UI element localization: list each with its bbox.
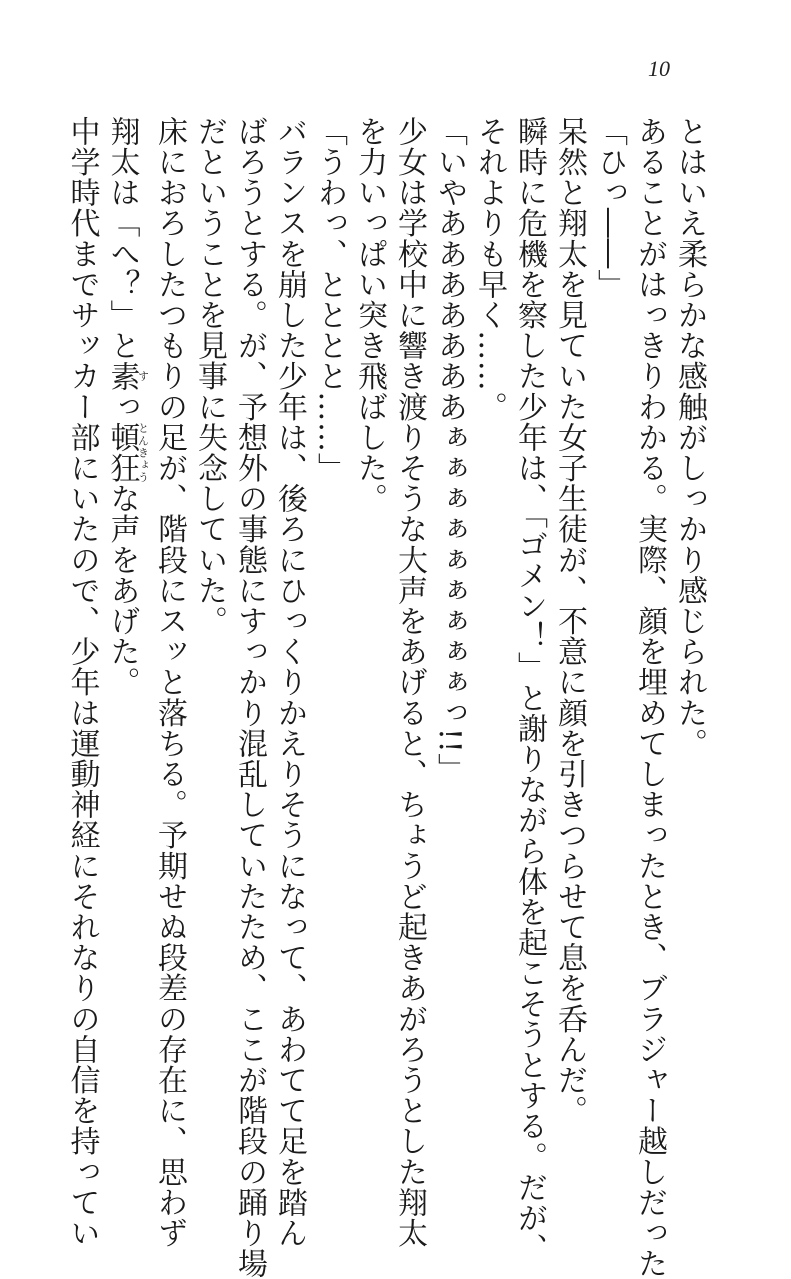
text-line: 「うわっ、とととと……」 <box>312 116 347 484</box>
text-line: とはいえ柔らかな感触がしっかり感じられた。 <box>672 116 707 759</box>
furigana-tonkyou: 頓狂とんきょう <box>104 422 150 484</box>
text-line: 「ひっ――」 <box>592 116 627 300</box>
text-line: だということを見事に失念していた。 <box>192 116 227 637</box>
text-line: あることがはっきりわかる。実際、顔を埋めてしまったとき、ブラジャー越しだった <box>632 116 667 1279</box>
text-line: それよりも早く……。 <box>472 116 507 422</box>
page-number: 10 <box>648 56 670 81</box>
text-line: 床におろしたつもりの足が、階段にスッと落ちる。予期せぬ段差の存在に、思わず <box>152 116 187 1249</box>
text-line: バランスを崩した少年は、後ろにひっくりかえりそうになって、あわてて足を踏ん <box>272 116 307 1249</box>
novel-text <box>62 116 710 1279</box>
text-line: 少女は学校中に響き渡りそうな大声をあげると、ちょうど起きあがろうとした翔太 <box>392 116 427 1249</box>
text-line: 翔太は「へ？」と素すっ頓狂とんきょうな声をあげた。 <box>104 116 150 698</box>
furigana-su: 素す <box>104 360 150 392</box>
text-line: ばろうとする。が、予想外の事態にすっかり混乱していたため、ここが階段の踊り場 <box>232 116 267 1279</box>
text-line: 「いやあああああああぁぁぁぁぁぁぁぁぁっ!!」 <box>432 116 467 784</box>
text-line: 瞬時に危機を察した少年は、「ゴメン！」と謝りながら体を起こそうとする。だが、 <box>512 116 547 1264</box>
text-line: 呆然と翔太を見ていた女子生徒が、不意に顔を引きつらせて息を呑んだ。 <box>552 116 587 1126</box>
text-line: を力いっぱい突き飛ばした。 <box>352 116 387 514</box>
text-line: 中学時代までサッカー部にいたので、少年は運動神経にそれなりの自信を持ってい <box>64 116 100 1249</box>
